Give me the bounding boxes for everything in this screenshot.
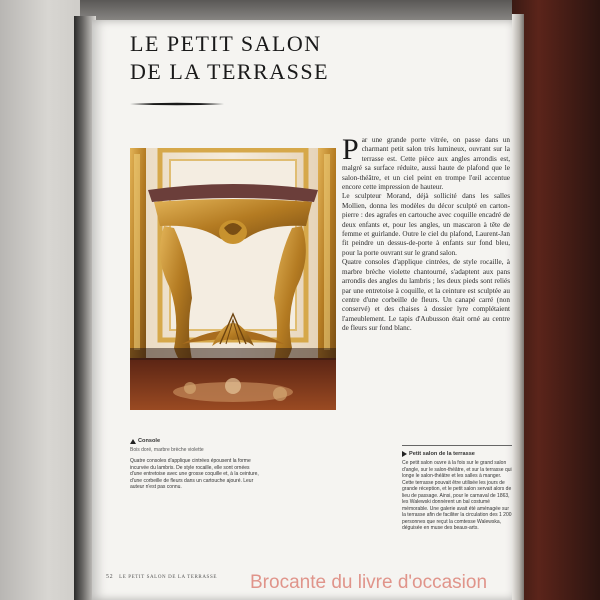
caption-console-title-text: Console [138, 438, 161, 444]
title-line-1: LE PETIT SALON [130, 31, 322, 56]
page-number: 52 [106, 574, 114, 580]
running-footer: LE PETIT SALON DE LA TERRASSE [119, 575, 217, 580]
body-paragraph-3: Quatre consoles d'applique cintrées, de style rocaille, à marbre brèche violette chantourné, s'adaptent aux pans arrondis des angles du lambris ; les deux pieds sont reliés par une entretoise à coquille, et la ceinture est sculptée au centre d'une corbeille de fleurs. Un canapé carré (non conservé) et des chaises à dossier lyre complétaient l'ameublement. Le tapis d'Aubusson était orné au centre de fleurs sur fond blanc. [342, 258, 510, 333]
drop-cap: P [342, 133, 359, 166]
title-line-2: DE LA TERRASSE [130, 59, 330, 84]
photo-background-left [0, 0, 80, 600]
triangle-up-icon [130, 439, 136, 444]
page-edge [512, 14, 524, 600]
page-title [130, 30, 430, 86]
caption-petit-salon [402, 445, 512, 532]
console-photo [130, 148, 336, 410]
caption-divider [402, 445, 512, 446]
caption-petit-salon-title-text: Petit salon de la terrasse [409, 451, 475, 457]
caption-console [130, 438, 260, 491]
caption-console-body: Quatre consoles d'applique cintrées épousent la forme incurvée du lambris. De style rocaille, elle sont ornées d'une entretoise avec une grosse coquille et, à la ceinture, d'une corbeille de fleurs dans un cartouche ajouré. Leur auteur n'est pas connu. [130, 458, 259, 490]
page-footer [106, 574, 217, 580]
adjacent-book-cover [512, 0, 600, 600]
book-page [92, 20, 516, 600]
caption-petit-salon-title [402, 451, 512, 457]
caption-console-title [130, 438, 260, 444]
caption-console-subtitle: Bois doré, marbre brèche violette [130, 447, 204, 453]
caption-petit-salon-body: Ce petit salon ouvre à la fois sur le grand salon d'angle, sur le salon-théâtre, et sur la terrasse qui longe le salon-théâtre et les salles à manger. Cette terrasse pouvait être utilisée les jours de grande réception, et le petit salon servait alors de lieu de passage. Ainsi, pour le carnaval de 1863, les Walewski donnèrent un bal costumé mémorable. Une galerie avait été aménagée sur la terrasse afin de faciliter la circulation des 1 200 personnes que reçut la comtesse Walewska, déguisée en muse des beaux-arts. [402, 460, 512, 531]
body-paragraph-1: ar une grande porte vitrée, on passe dans un charmant petit salon très lumineux, ouvrant sur la terrasse est. Cette pièce aux angles arrondis est, malgré sa surface réduite, aussi haute de plafond que le salon-théâtre, et un ciel peint en trompe l'œil accentue encore cette impression de hauteur. [342, 136, 510, 192]
watermark-text: Brocante du livre d'occasion [250, 572, 488, 593]
title-ornament-rule [130, 102, 224, 106]
triangle-right-icon [402, 451, 407, 457]
main-body-text [342, 133, 510, 334]
body-paragraph-2: Le sculpteur Morand, déjà sollicité dans les salles Mollien, donna les modèles du décor sculpté en carton-pierre : des agrafes en cartouche avec coquille encadré de deux enfants et, pour les angles, un mascaron à tête de femme et guirlande. Outre le ciel du plafond, Laurent-Jan fit peindre un dessus-de-porte à enfants sur fond bleu, pour la porte ouvrant sur le grand salon. [342, 192, 510, 257]
